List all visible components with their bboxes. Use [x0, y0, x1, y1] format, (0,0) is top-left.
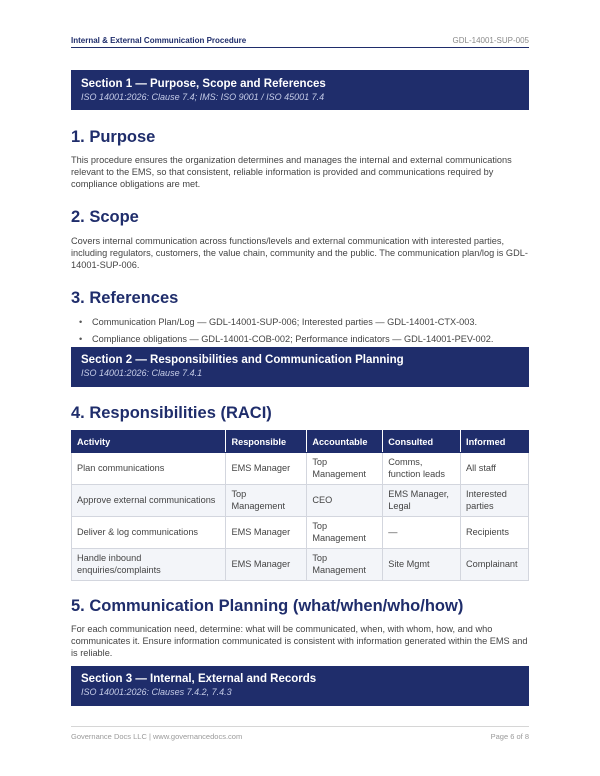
table-cell: Handle inbound enquiries/complaints [72, 549, 226, 581]
section-1-title: Section 1 — Purpose, Scope and References [81, 78, 326, 90]
table-cell: Plan communications [72, 453, 226, 485]
table-cell: Site Mgmt [383, 549, 461, 581]
planning-heading: 5. Communication Planning (what/when/who/how) [71, 597, 464, 615]
table-row [72, 549, 529, 581]
page-number: Page 6 of 8 [490, 732, 529, 741]
list-item: • Compliance obligations — GDL-14001-COB-002; Performance indicators — GDL-14001-PEV-002. [71, 333, 529, 350]
document-title: Internal & External Communication Procedure [71, 35, 247, 45]
section-2-banner [71, 347, 529, 387]
table-row [72, 453, 529, 485]
table-cell: Top Management [307, 453, 383, 485]
table-cell: Top Management [307, 517, 383, 549]
column-header-activity: Activity [72, 431, 226, 453]
column-header-consulted: Consulted [383, 431, 461, 453]
section-1-banner [71, 70, 529, 110]
header-divider [71, 47, 529, 48]
footer-company: Governance Docs LLC | www.governancedocs.com [71, 732, 243, 741]
table-cell: Deliver & log communications [72, 517, 226, 549]
table-cell: EMS Manager [226, 517, 307, 549]
table-row [72, 485, 529, 517]
table-cell: Comms, function leads [383, 453, 461, 485]
table-header-row [72, 431, 529, 453]
raci-table [71, 430, 529, 581]
list-item: • Communication Plan/Log — GDL-14001-SUP-006; Interested parties — GDL-14001-CTX-003. [71, 316, 529, 333]
footer-divider [71, 726, 529, 727]
references-list [71, 316, 529, 350]
table-cell: All staff [461, 453, 529, 485]
column-header-informed: Informed [461, 431, 529, 453]
section-1-subtitle: ISO 14001:2026: Clause 7.4; IMS: ISO 9001 / ISO 45001 7.4 [81, 92, 325, 102]
table-cell: EMS Manager [226, 453, 307, 485]
purpose-text: This procedure ensures the organization determines and manages the internal and external communications relevant to the EMS, so that consistent, reliable information is provided and communications required by compliance obligations are met. [71, 155, 512, 190]
table-cell: CEO [307, 485, 383, 517]
planning-text: For each communication need, determine: what will be communicated, when, with whom, how, and who communicates it. Ensure information communicated is consistent with information generated within the EMS and is reliable. [71, 624, 528, 659]
section-2-subtitle: ISO 14001:2026: Clause 7.4.1 [81, 368, 203, 378]
document-code: GDL-14001-SUP-005 [452, 35, 529, 45]
table-cell: — [383, 517, 461, 549]
purpose-heading: 1. Purpose [71, 128, 156, 146]
column-header-accountable: Accountable [307, 431, 383, 453]
section-3-title: Section 3 — Internal, External and Records [81, 673, 317, 685]
references-heading: 3. References [71, 289, 179, 307]
raci-heading: 4. Responsibilities (RACI) [71, 404, 272, 422]
section-2-title: Section 2 — Responsibilities and Communication Planning [81, 354, 404, 366]
section-3-banner [71, 666, 529, 706]
table-cell: Interested parties [461, 485, 529, 517]
table-cell: EMS Manager, Legal [383, 485, 461, 517]
page-footer [71, 732, 529, 741]
table-cell: Top Management [307, 549, 383, 581]
table-cell: Complainant [461, 549, 529, 581]
page-header [71, 33, 529, 47]
table-cell: Approve external communications [72, 485, 226, 517]
table-row [72, 517, 529, 549]
scope-heading: 2. Scope [71, 208, 139, 226]
table-cell: Recipients [461, 517, 529, 549]
scope-text: Covers internal communication across functions/levels and external communication with interested parties, including regulators, customers, the value chain, community and the public. The communication plan/log is GDL-14001-SUP-006. [71, 236, 528, 271]
column-header-responsible: Responsible [226, 431, 307, 453]
section-3-subtitle: ISO 14001:2026: Clauses 7.4.2, 7.4.3 [81, 687, 232, 697]
table-cell: Top Management [226, 485, 307, 517]
table-cell: EMS Manager [226, 549, 307, 581]
